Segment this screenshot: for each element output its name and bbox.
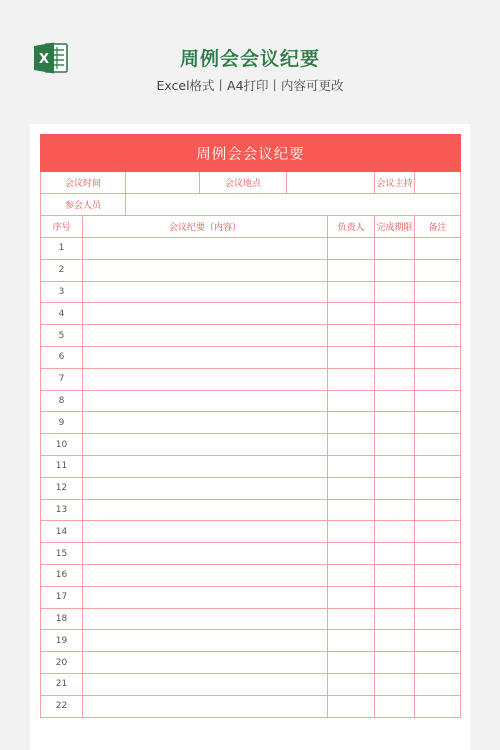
owner-cell[interactable] [328,608,375,630]
page-subtitle: Excel格式丨A4打印丨内容可更改 [156,78,344,93]
content-cell[interactable] [83,281,328,303]
sheet-banner: 周例会会议纪要 [41,135,461,172]
owner-cell[interactable] [328,259,375,281]
owner-cell[interactable] [328,543,375,565]
row-number: 21 [41,673,83,695]
remark-cell[interactable] [415,325,461,347]
row-number: 16 [41,564,83,586]
sheet-preview [30,124,470,750]
table-row [41,564,461,586]
owner-cell[interactable] [328,281,375,303]
owner-cell[interactable] [328,346,375,368]
meeting-time-cell[interactable] [126,172,200,194]
deadline-cell[interactable] [375,586,415,608]
deadline-cell[interactable] [375,695,415,717]
remark-cell[interactable] [415,477,461,499]
deadline-cell[interactable] [375,346,415,368]
remark-cell[interactable] [415,499,461,521]
remark-cell[interactable] [415,455,461,477]
owner-cell[interactable] [328,499,375,521]
row-number: 1 [41,238,83,260]
owner-cell[interactable] [328,390,375,412]
remark-cell[interactable] [415,521,461,543]
content-cell[interactable] [83,390,328,412]
table-row [41,281,461,303]
content-cell[interactable] [83,521,328,543]
deadline-cell[interactable] [375,412,415,434]
meeting-time-label: 会议时间 [41,172,126,194]
owner-cell[interactable] [328,455,375,477]
owner-cell[interactable] [328,477,375,499]
deadline-cell[interactable] [375,608,415,630]
remark-cell[interactable] [415,673,461,695]
page-header [0,0,500,120]
row-number: 3 [41,281,83,303]
remark-cell[interactable] [415,412,461,434]
deadline-cell[interactable] [375,434,415,456]
table-row [41,652,461,674]
remark-cell[interactable] [415,564,461,586]
owner-cell[interactable] [328,434,375,456]
table-row [41,477,461,499]
excel-logo-letter: X [38,52,50,67]
remark-cell[interactable] [415,586,461,608]
remark-cell[interactable] [415,238,461,260]
deadline-cell[interactable] [375,281,415,303]
remark-cell[interactable] [415,608,461,630]
col-header-no: 序号 [41,216,83,238]
remark-cell[interactable] [415,630,461,652]
owner-cell[interactable] [328,673,375,695]
table-row [41,543,461,565]
owner-cell[interactable] [328,325,375,347]
remark-cell[interactable] [415,695,461,717]
owner-cell[interactable] [328,695,375,717]
row-number: 19 [41,630,83,652]
owner-cell[interactable] [328,368,375,390]
attendees-cell[interactable] [126,194,461,216]
col-header-content: 会议纪要（内容） [83,216,328,238]
minutes-rows [41,238,461,718]
content-cell[interactable] [83,652,328,674]
table-row [41,695,461,717]
content-cell[interactable] [83,586,328,608]
owner-cell[interactable] [328,238,375,260]
table-row [41,390,461,412]
content-cell[interactable] [83,325,328,347]
content-cell[interactable] [83,346,328,368]
col-header-owner: 负责人 [328,216,375,238]
deadline-cell[interactable] [375,390,415,412]
table-row [41,673,461,695]
deadline-cell[interactable] [375,325,415,347]
deadline-cell[interactable] [375,564,415,586]
row-number: 8 [41,390,83,412]
owner-cell[interactable] [328,303,375,325]
row-number: 11 [41,455,83,477]
table-row [41,455,461,477]
table-row [41,630,461,652]
remark-cell[interactable] [415,303,461,325]
remark-cell[interactable] [415,652,461,674]
table-row [41,259,461,281]
table-row [41,434,461,456]
content-cell[interactable] [83,695,328,717]
owner-cell[interactable] [328,586,375,608]
row-number: 5 [41,325,83,347]
content-cell[interactable] [83,303,328,325]
deadline-cell[interactable] [375,521,415,543]
content-cell[interactable] [83,608,328,630]
meeting-host-cell[interactable] [415,172,461,194]
owner-cell[interactable] [328,564,375,586]
deadline-cell[interactable] [375,368,415,390]
content-cell[interactable] [83,412,328,434]
deadline-cell[interactable] [375,238,415,260]
table-row [41,586,461,608]
row-number: 9 [41,412,83,434]
deadline-cell[interactable] [375,630,415,652]
remark-cell[interactable] [415,346,461,368]
meeting-place-cell[interactable] [287,172,375,194]
owner-cell[interactable] [328,412,375,434]
table-row [41,521,461,543]
owner-cell[interactable] [328,630,375,652]
row-number: 15 [41,543,83,565]
minutes-table [40,134,461,718]
owner-cell[interactable] [328,652,375,674]
row-number: 22 [41,695,83,717]
table-row [41,325,461,347]
content-cell[interactable] [83,259,328,281]
row-number: 17 [41,586,83,608]
table-row [41,499,461,521]
content-cell[interactable] [83,368,328,390]
table-row [41,238,461,260]
table-row [41,303,461,325]
row-number: 6 [41,346,83,368]
deadline-cell[interactable] [375,303,415,325]
deadline-cell[interactable] [375,455,415,477]
deadline-cell[interactable] [375,259,415,281]
deadline-cell[interactable] [375,652,415,674]
content-cell[interactable] [83,477,328,499]
remark-cell[interactable] [415,259,461,281]
row-number: 10 [41,434,83,456]
row-number: 18 [41,608,83,630]
content-cell[interactable] [83,455,328,477]
content-cell[interactable] [83,434,328,456]
remark-cell[interactable] [415,434,461,456]
page-title: 周例会会议纪要 [179,48,320,70]
row-number: 14 [41,521,83,543]
content-cell[interactable] [83,238,328,260]
table-row [41,608,461,630]
content-cell[interactable] [83,499,328,521]
col-header-remark: 备注 [415,216,461,238]
remark-cell[interactable] [415,543,461,565]
content-cell[interactable] [83,630,328,652]
row-number: 13 [41,499,83,521]
deadline-cell[interactable] [375,673,415,695]
col-header-deadline: 完成期限 [375,216,415,238]
deadline-cell[interactable] [375,543,415,565]
table-row [41,368,461,390]
meeting-place-label: 会议地点 [200,172,287,194]
deadline-cell[interactable] [375,477,415,499]
row-number: 20 [41,652,83,674]
content-cell[interactable] [83,673,328,695]
owner-cell[interactable] [328,521,375,543]
remark-cell[interactable] [415,281,461,303]
row-number: 2 [41,259,83,281]
remark-cell[interactable] [415,368,461,390]
table-row [41,346,461,368]
row-number: 4 [41,303,83,325]
meeting-host-label: 会议主持 [375,172,415,194]
row-number: 12 [41,477,83,499]
attendees-label: 参会人员 [41,194,126,216]
content-cell[interactable] [83,564,328,586]
remark-cell[interactable] [415,390,461,412]
content-cell[interactable] [83,543,328,565]
deadline-cell[interactable] [375,499,415,521]
row-number: 7 [41,368,83,390]
table-row [41,412,461,434]
